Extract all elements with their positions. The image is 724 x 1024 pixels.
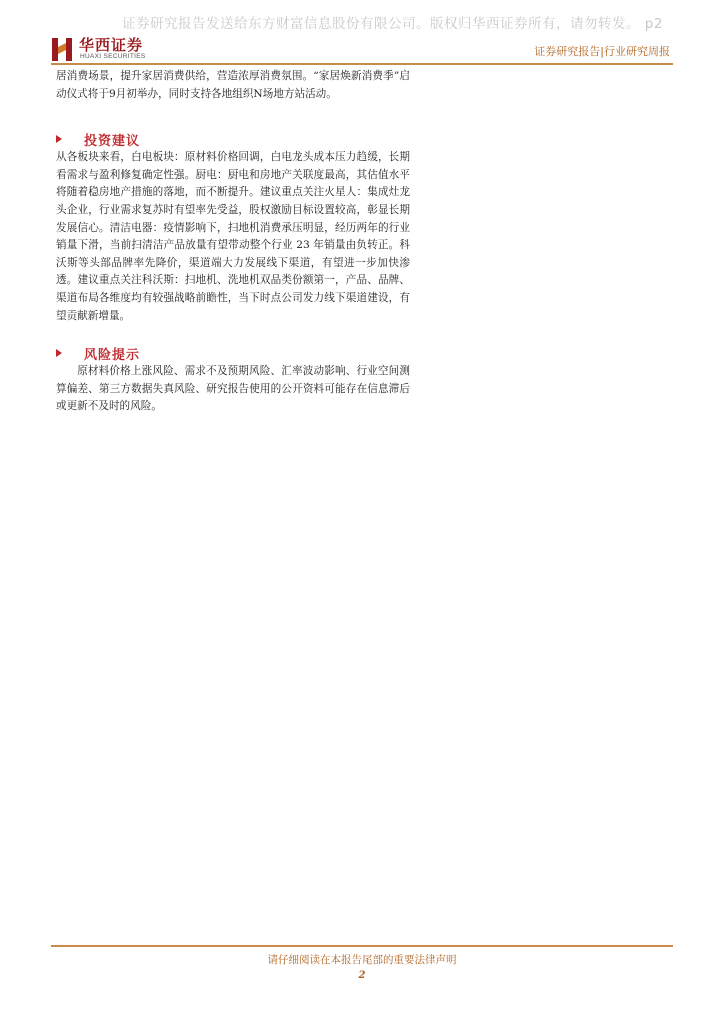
footer-divider: [51, 945, 673, 947]
huaxi-logo-icon: [51, 36, 75, 62]
section-title-label: 风险提示: [84, 347, 141, 363]
continuation-paragraph: 居消费场景，提升家居消费供给，营造浓厚消费氛围。“家居焕新消费季”启动仪式将于9月初举办，同时支持各地组织N场地方站活动。: [56, 70, 410, 100]
logo-english-name: HUAXI SECURITIES: [80, 53, 146, 60]
section-title-risk: [56, 343, 410, 363]
triangle-bullet-icon: [56, 349, 62, 357]
triangle-bullet-icon: [56, 135, 62, 143]
investment-advice-paragraph: 从各板块来看，白电板块：原材料价格回调，白电龙头成本压力趋缓，长期看需求与盈利修复确定性强。厨电：厨电和房地产关联度最高，其估值水平将随着稳房地产措施的落地，而不断提升。建议重点关注火星人：集成灶龙头企业，行业需求复苏时有望率先受益，股权激励目标设置较高，彰显长期发展信心。清洁电器：疫情影响下，扫地机消费承压明显，经历两年的行业销量下滑，当前扫清洁产品放量有望带动整个行业 23 年销量由负转正。科沃斯等头部品牌率先降价，渠道端大力发展线下渠道，有望进一步加快渗透。建议重点关注科沃斯：扫地机、洗地机双品类份额第一，产品、品牌、渠道布局各维度均有较强战略前瞻性，当下时点公司发力线下渠道建设，有望贡献新增量。: [56, 151, 410, 322]
legal-disclaimer-note: 请仔细阅读在本报告尾部的重要法律声明: [267, 954, 457, 966]
page-number: 2: [358, 970, 366, 981]
section-title-label: 投资建议: [84, 133, 141, 149]
watermark-text: 证券研究报告发送给东方财富信息股份有限公司。版权归华西证券所有，请勿转发。 p2: [122, 16, 663, 32]
section-title-investment: [56, 129, 410, 149]
logo-chinese-name: 华西证券: [79, 36, 144, 54]
main-content: [56, 68, 410, 416]
report-type-label: 证券研究报告|行业研究周报: [534, 45, 670, 58]
risk-warning-paragraph: 原材料价格上涨风险、需求不及预期风险、汇率波动影响、行业空间测算偏差、第三方数据失真风险、研究报告使用的公开资料可能存在信息滞后或更新不及时的风险。: [56, 365, 410, 413]
company-logo: [51, 36, 161, 62]
header-divider: [51, 63, 673, 65]
